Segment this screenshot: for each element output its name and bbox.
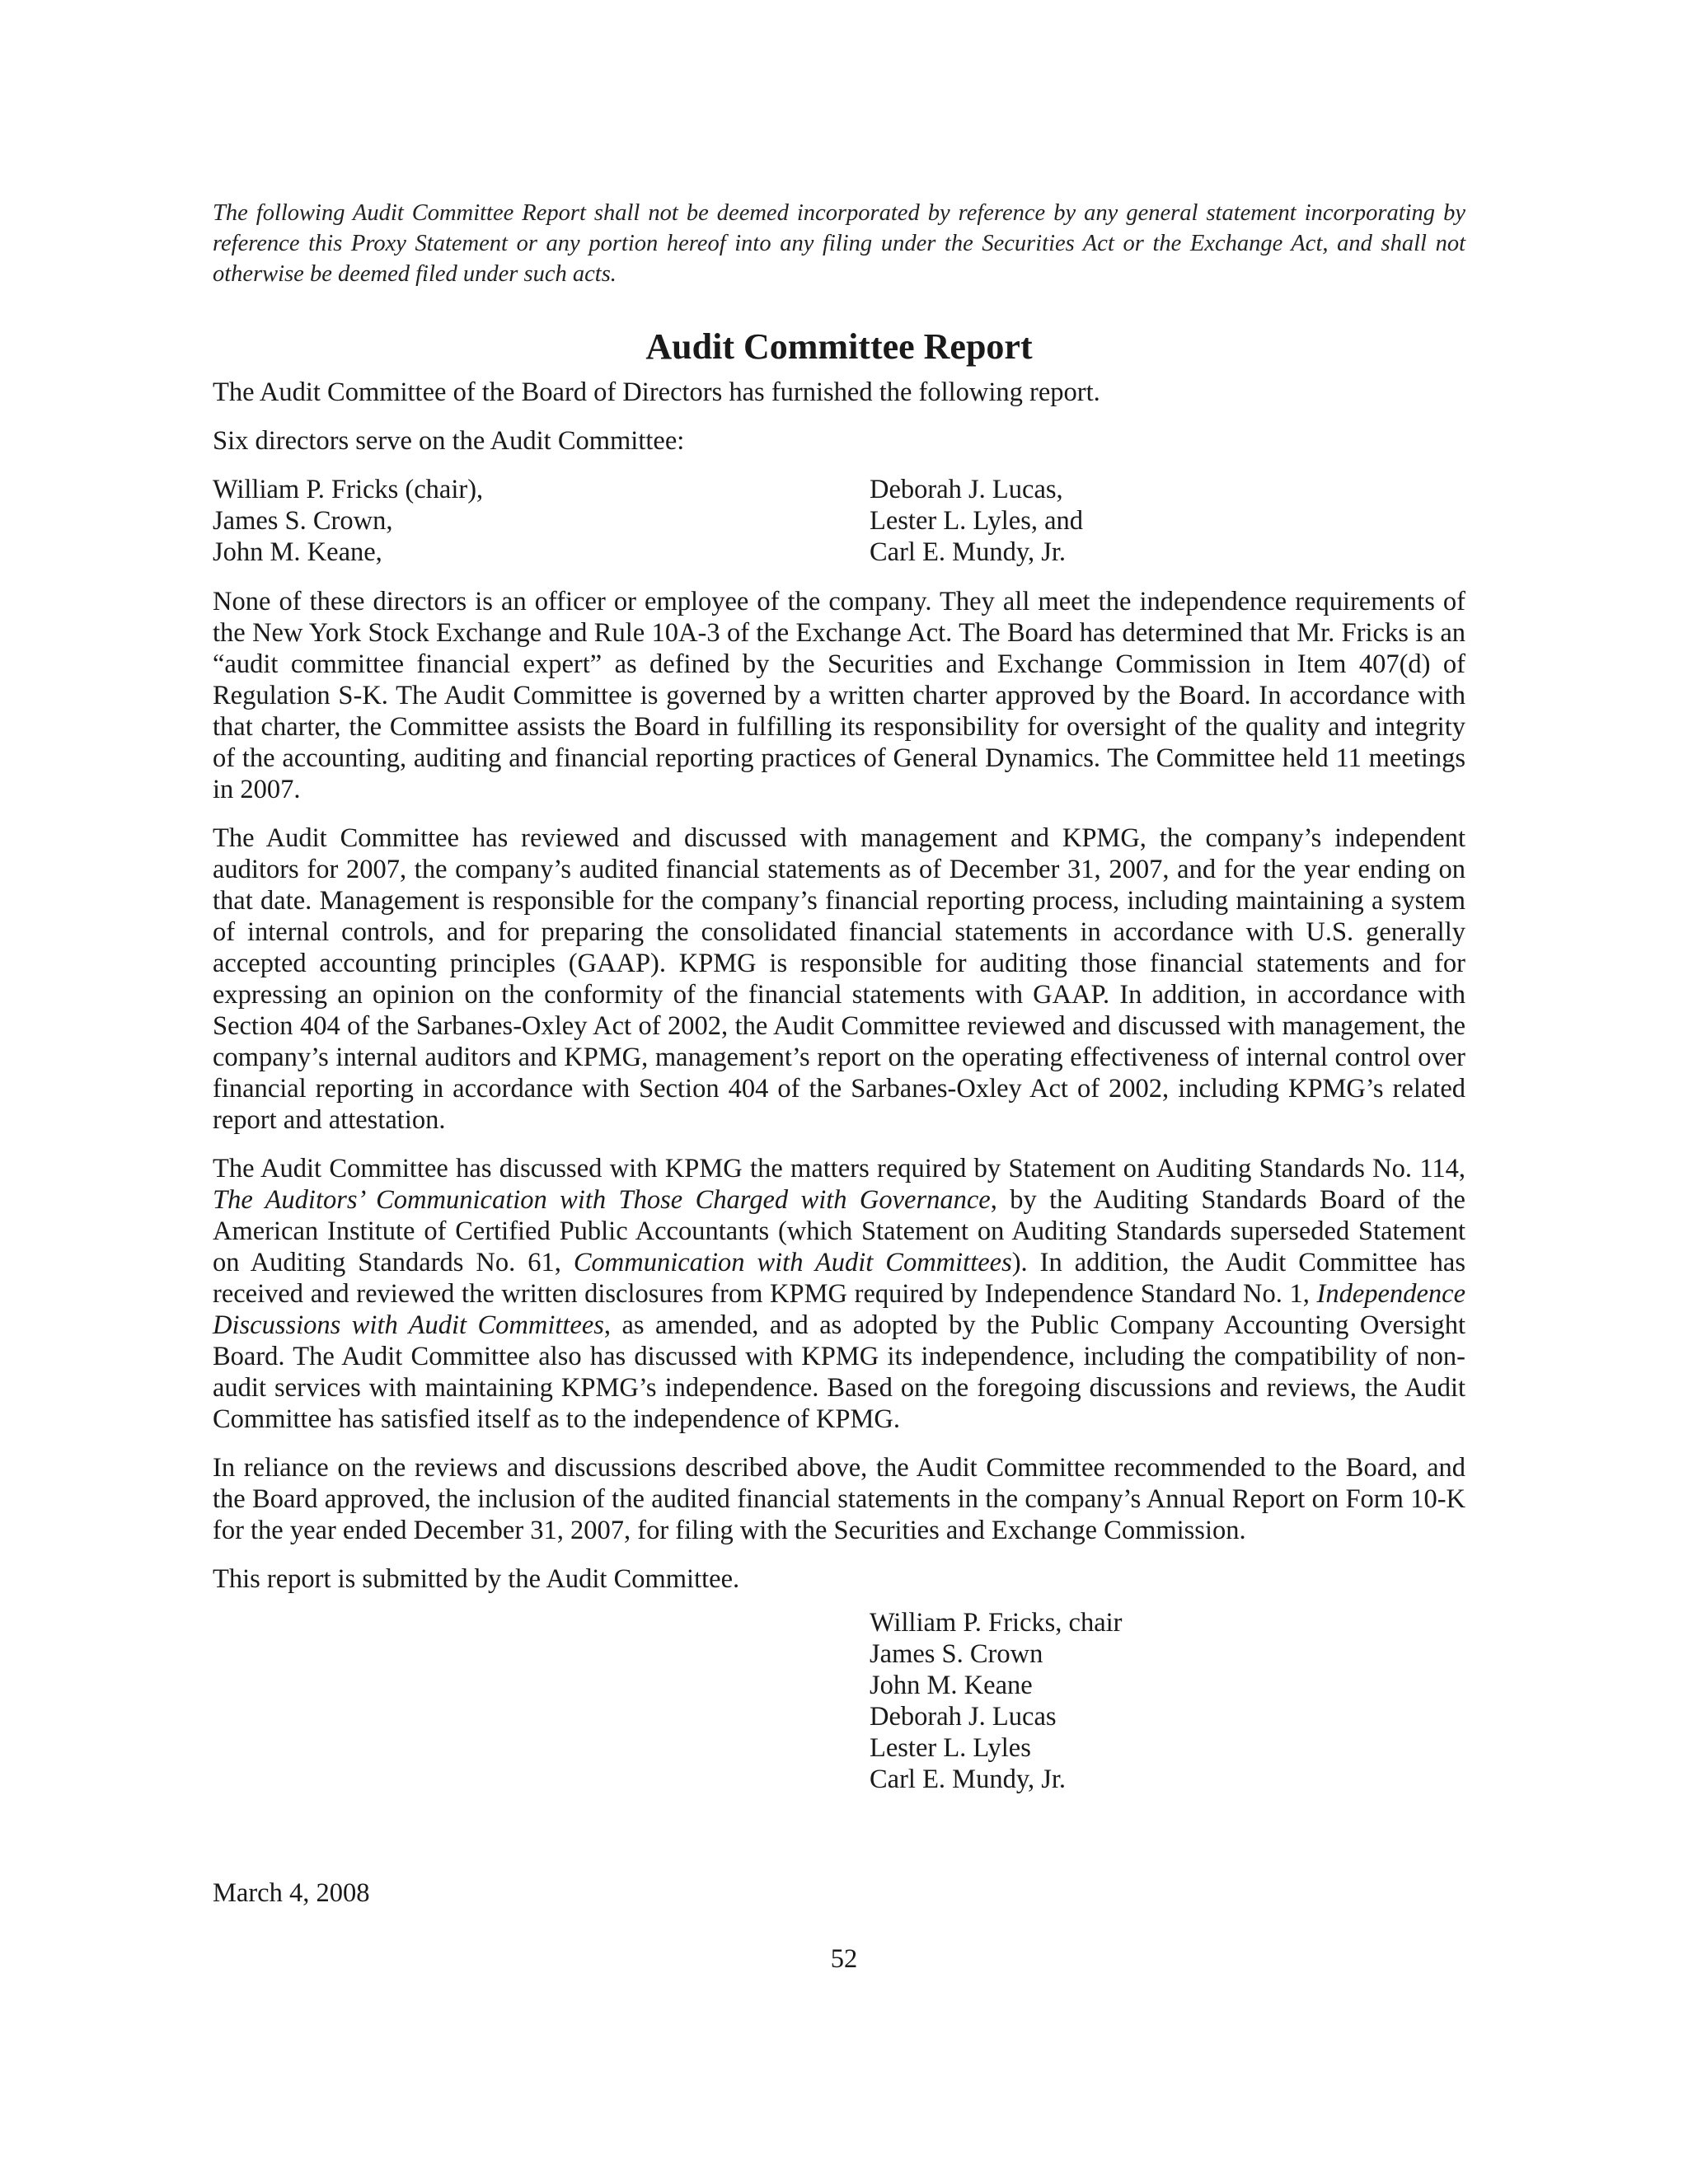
report-date: March 4, 2008 <box>213 1878 370 1908</box>
document-page <box>213 198 1465 1795</box>
director-name: Carl E. Mundy, Jr. <box>870 537 1067 567</box>
intro-paragraph: The Audit Committee of the Board of Directors has furnished the following report. <box>213 377 1100 407</box>
signature-name: William P. Fricks, chair <box>870 1608 1123 1638</box>
director-name: James S. Crown, <box>213 506 393 536</box>
kpmg-text-2: , by the Auditing Standards Board of the American Institute of Certified Public Accountants (which Statement on Auditing Standards superseded Statement on Auditing Standards No. 61, <box>213 1185 1465 1277</box>
kpmg-text-3: ). In addition, the Audit Committee has received and reviewed the written disclosures from KPMG required by Independence Standard No. 1, <box>213 1248 1465 1309</box>
kpmg-italic-2: Communication with Audit Committees <box>573 1248 1012 1277</box>
directors-intro: Six directors serve on the Audit Committee: <box>213 426 685 456</box>
director-name: Lester L. Lyles, and <box>870 506 1084 536</box>
reliance-paragraph: In reliance on the reviews and discussions described above, the Audit Committee recommended to the Board, and the Board approved, the inclusion of the audited financial statements in the company’s Annual Report on Form 10-K for the year ended December 31, 2007, for filing with the Securities and Exchange Commission. <box>213 1453 1465 1545</box>
directors-list <box>213 474 1465 568</box>
signature-name: John M. Keane <box>870 1671 1033 1700</box>
page-number: 52 <box>830 1944 858 1974</box>
signature-name: Carl E. Mundy, Jr. <box>870 1765 1067 1794</box>
kpmg-text-1: The Audit Committee has discussed with KPMG the matters required by Statement on Auditing Standards No. 114, <box>213 1154 1465 1183</box>
kpmg-text-4: , as amended, and as adopted by the Public Company Accounting Oversight Board. The Audit Committee also has discussed with KPMG its independence, including the compatibility of non-audit services with maintaining KPMG’s independence. Based on the foregoing discussions and reviews, the Audit Committee has satisfied itself as to the independence of KPMG. <box>213 1310 1465 1434</box>
review-paragraph: The Audit Committee has reviewed and discussed with management and KPMG, the company’s independent auditors for 2007, the company’s audited financial statements as of December 31, 2007, and for the year ending on that date. Management is responsible for the company’s financial reporting process, including maintaining a system of internal controls, and for preparing the consolidated financial statements in accordance with U.S. generally accepted accounting principles (GAAP). KPMG is responsible for auditing those financial statements and for expressing an opinion on the conformity of the financial statements with GAAP. In addition, in accordance with Section 404 of the Sarbanes-Oxley Act of 2002, the Audit Committee reviewed and discussed with management, the company’s internal auditors and KPMG, management’s report on the operating effectiveness of internal control over financial reporting in accordance with Section 404 of the Sarbanes-Oxley Act of 2002, including KPMG’s related report and attestation. <box>213 823 1465 1135</box>
kpmg-italic-1: The Auditors’ Communication with Those Charged with Governance <box>213 1185 991 1215</box>
kpmg-italic-3: Independence Discussions with Audit Committees <box>213 1279 1465 1340</box>
independence-paragraph: None of these directors is an officer or employee of the company. They all meet the independence requirements of the New York Stock Exchange and Rule 10A-3 of the Exchange Act. The Board has determined that Mr. Fricks is an “audit committee financial expert” as defined by the Securities and Exchange Commission in Item 407(d) of Regulation S-K. The Audit Committee is governed by a written charter approved by the Board. In accordance with that charter, the Committee assists the Board in fulfilling its responsibility for oversight of the quality and integrity of the accounting, auditing and financial reporting practices of General Dynamics. The Committee held 11 meetings in 2007. <box>213 587 1465 804</box>
director-name: John M. Keane, <box>213 537 382 567</box>
director-name: William P. Fricks (chair), <box>213 475 484 504</box>
signature-name: James S. Crown <box>870 1639 1043 1669</box>
page-title: Audit Committee Report <box>645 326 1033 367</box>
signature-name: Lester L. Lyles <box>870 1733 1031 1763</box>
kpmg-paragraph <box>213 1153 1465 1435</box>
director-name: Deborah J. Lucas, <box>870 475 1063 504</box>
submitted-line: This report is submitted by the Audit Committee. <box>213 1564 740 1594</box>
directors-left-column <box>213 474 870 568</box>
signature-name: Deborah J. Lucas <box>870 1702 1057 1732</box>
disclaimer-text: The following Audit Committee Report shall not be deemed incorporated by reference by any general statement incorporating by reference this Proxy Statement or any portion hereof into any filing under the Securities Act or the Exchange Act, and shall not otherwise be deemed filed under such acts. <box>213 200 1465 287</box>
directors-right-column <box>870 474 1465 568</box>
signature-block <box>870 1607 1465 1795</box>
